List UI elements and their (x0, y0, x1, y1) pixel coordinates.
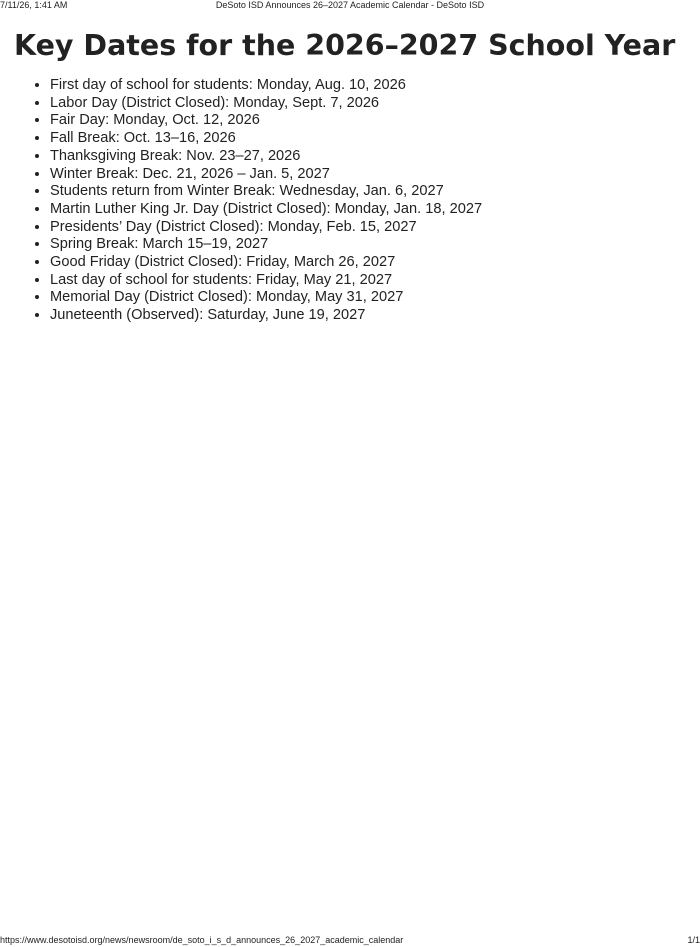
page-number: 1/1 (687, 935, 700, 945)
list-item: • Fall Break: Oct. 13–16, 2026 (50, 130, 694, 148)
article-content (14, 28, 694, 325)
list-item: • Spring Break: March 15–19, 2027 (50, 236, 694, 254)
print-url: https://www.desotoisd.org/news/newsroom/de_soto_i_s_d_announces_26_2027_academic_calendar (0, 935, 404, 945)
list-item: • Presidents’ Day (District Closed): Monday, Feb. 15, 2027 (50, 219, 694, 237)
list-item: • Labor Day (District Closed): Monday, Sept. 7, 2026 (50, 95, 694, 113)
list-item: • Students return from Winter Break: Wednesday, Jan. 6, 2027 (50, 183, 694, 201)
list-item: • Memorial Day (District Closed): Monday, May 31, 2027 (50, 289, 694, 307)
print-footer (0, 935, 700, 947)
list-item: • Winter Break: Dec. 21, 2026 – Jan. 5, 2027 (50, 166, 694, 184)
print-datetime: 7/11/26, 1:41 AM (0, 0, 68, 10)
print-header (0, 0, 700, 12)
list-item: • Martin Luther King Jr. Day (District Closed): Monday, Jan. 18, 2027 (50, 201, 694, 219)
list-item: • Fair Day: Monday, Oct. 12, 2026 (50, 112, 694, 130)
list-item: • Juneteenth (Observed): Saturday, June 19, 2027 (50, 307, 694, 325)
list-item: • Good Friday (District Closed): Friday, March 26, 2027 (50, 254, 694, 272)
list-item: • Last day of school for students: Friday, May 21, 2027 (50, 272, 694, 290)
list-item: • First day of school for students: Monday, Aug. 10, 2026 (50, 77, 694, 95)
print-page-title: DeSoto ISD Announces 26–2027 Academic Calendar - DeSoto ISD (215, 0, 485, 10)
key-dates-list (14, 77, 694, 325)
page-heading: Key Dates for the 2026–2027 School Year (14, 29, 676, 62)
list-item: • Thanksgiving Break: Nov. 23–27, 2026 (50, 148, 694, 166)
